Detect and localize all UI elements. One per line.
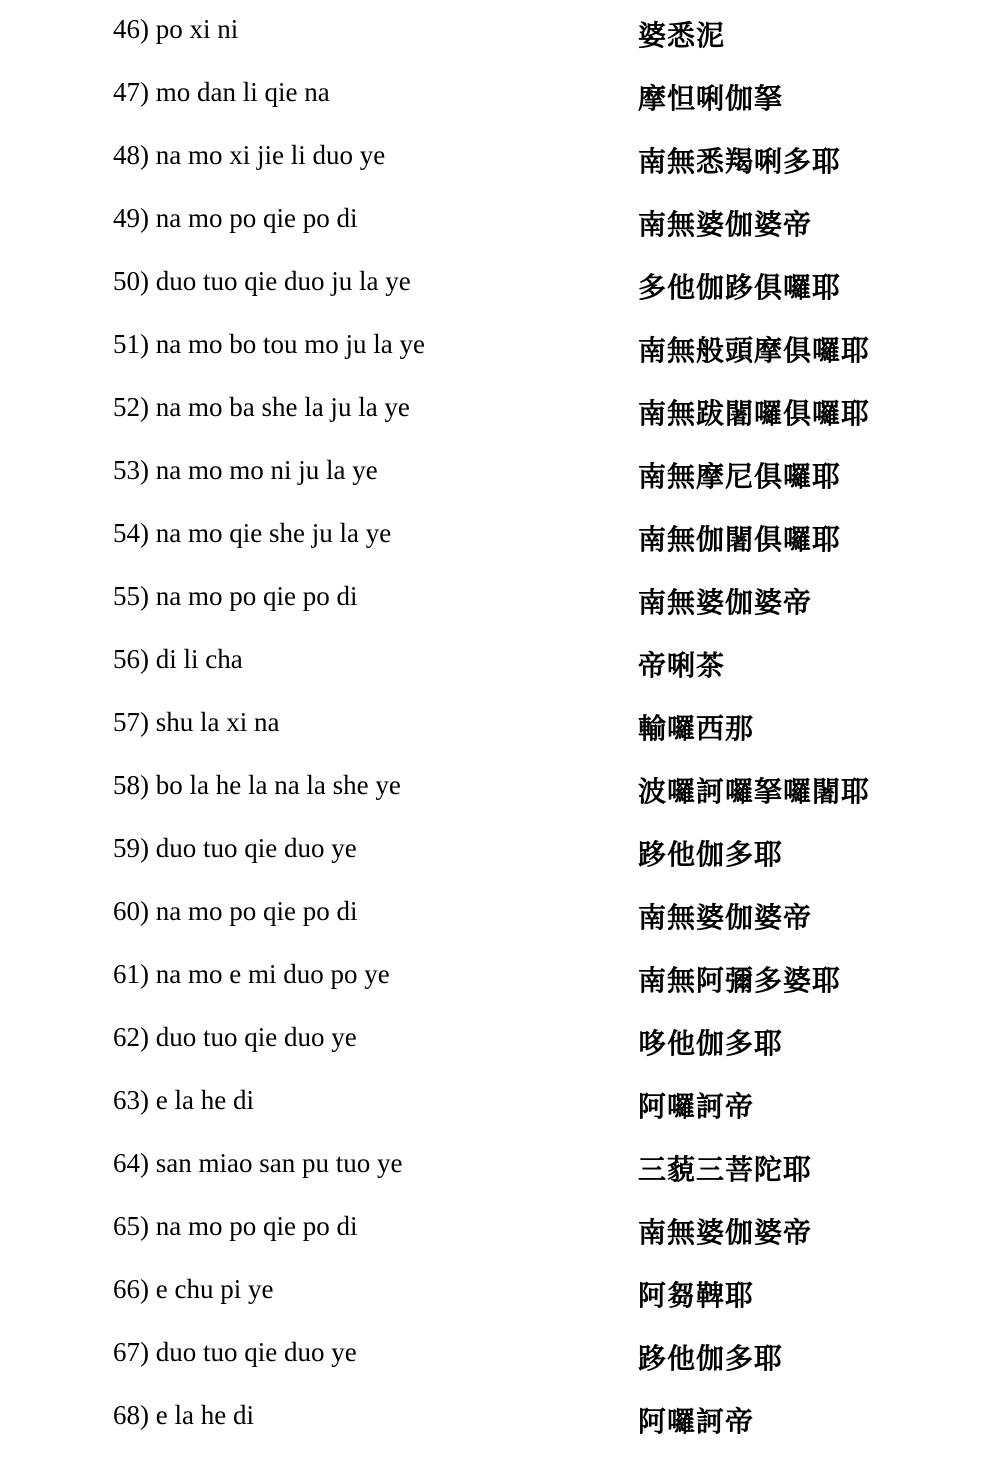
verse-line-64 [0,1148,1000,1211]
verse-line-65 [0,1211,1000,1274]
pinyin-text: 59) duo tuo qie duo ye [113,833,357,863]
chinese-text: 阿芻鞞耶 [638,1279,755,1312]
verse-line-54 [0,518,1000,581]
chinese-text: 多他伽跢俱囉耶 [638,271,842,304]
verse-line-62 [0,1022,1000,1085]
pinyin-text: 62) duo tuo qie duo ye [113,1022,357,1052]
pinyin-text: 61) na mo e mi duo po ye [113,959,390,989]
chinese-text: 帝唎茶 [638,649,726,682]
verse-line-67 [0,1337,1000,1400]
verse-line-50 [0,266,1000,329]
pinyin-text: 48) na mo xi jie li duo ye [113,140,386,170]
verse-line-60 [0,896,1000,959]
verse-line-61 [0,959,1000,1022]
pinyin-text: 55) na mo po qie po di [113,581,358,611]
verse-line-53 [0,455,1000,518]
chinese-text: 跢他伽多耶 [638,1342,784,1375]
chinese-text: 跢他伽多耶 [638,838,784,871]
verse-line-55 [0,581,1000,644]
chinese-text: 南無摩尼俱囉耶 [638,460,842,493]
pinyin-text: 51) na mo bo tou mo ju la ye [113,329,425,359]
chinese-text: 摩怛唎伽拏 [638,82,784,115]
chinese-text: 三藐三菩陀耶 [638,1153,813,1186]
pinyin-text: 64) san miao san pu tuo ye [113,1148,403,1178]
chinese-text: 南無阿彌多婆耶 [638,964,842,997]
verse-line-68 [0,1400,1000,1463]
pinyin-text: 54) na mo qie she ju la ye [113,518,392,548]
chinese-text: 南無婆伽婆帝 [638,901,813,934]
verse-line-51 [0,329,1000,392]
pinyin-text: 65) na mo po qie po di [113,1211,358,1241]
pinyin-text: 50) duo tuo qie duo ju la ye [113,266,411,296]
verse-line-57 [0,707,1000,770]
verse-line-58 [0,770,1000,833]
pinyin-text: 47) mo dan li qie na [113,77,330,107]
verse-line-52 [0,392,1000,455]
pinyin-text: 60) na mo po qie po di [113,896,358,926]
pinyin-text: 52) na mo ba she la ju la ye [113,392,410,422]
chinese-text: 婆悉泥 [638,19,726,52]
chinese-text: 哆他伽多耶 [638,1027,784,1060]
verse-line-47 [0,77,1000,140]
pinyin-text: 49) na mo po qie po di [113,203,358,233]
pinyin-text: 67) duo tuo qie duo ye [113,1337,357,1367]
chinese-text: 輸囉西那 [638,712,755,745]
chinese-text: 南無婆伽婆帝 [638,1216,813,1249]
verse-line-46 [0,14,1000,77]
chinese-text: 南無婆伽婆帝 [638,208,813,241]
pinyin-text: 68) e la he di [113,1400,254,1430]
chinese-text: 南無般頭摩俱囉耶 [638,334,871,367]
pinyin-text: 63) e la he di [113,1085,254,1115]
pinyin-text: 46) po xi ni [113,14,239,44]
pinyin-text: 66) e chu pi ye [113,1274,274,1304]
chinese-text: 南無跋闍囉俱囉耶 [638,397,871,430]
verse-line-63 [0,1085,1000,1148]
chinese-text: 阿囉訶帝 [638,1090,755,1123]
verse-line-48 [0,140,1000,203]
chinese-text: 南無婆伽婆帝 [638,586,813,619]
pinyin-text: 58) bo la he la na la she ye [113,770,401,800]
pinyin-text: 57) shu la xi na [113,707,280,737]
chinese-text: 波囉訶囉拏囉闍耶 [638,775,871,808]
verse-line-66 [0,1274,1000,1337]
pinyin-text: 56) di li cha [113,644,243,674]
chinese-text: 南無悉羯唎多耶 [638,145,842,178]
chinese-text: 南無伽闍俱囉耶 [638,523,842,556]
verse-line-56 [0,644,1000,707]
verse-line-49 [0,203,1000,266]
pinyin-text: 53) na mo mo ni ju la ye [113,455,378,485]
verse-line-59 [0,833,1000,896]
chinese-text: 阿囉訶帝 [638,1405,755,1438]
